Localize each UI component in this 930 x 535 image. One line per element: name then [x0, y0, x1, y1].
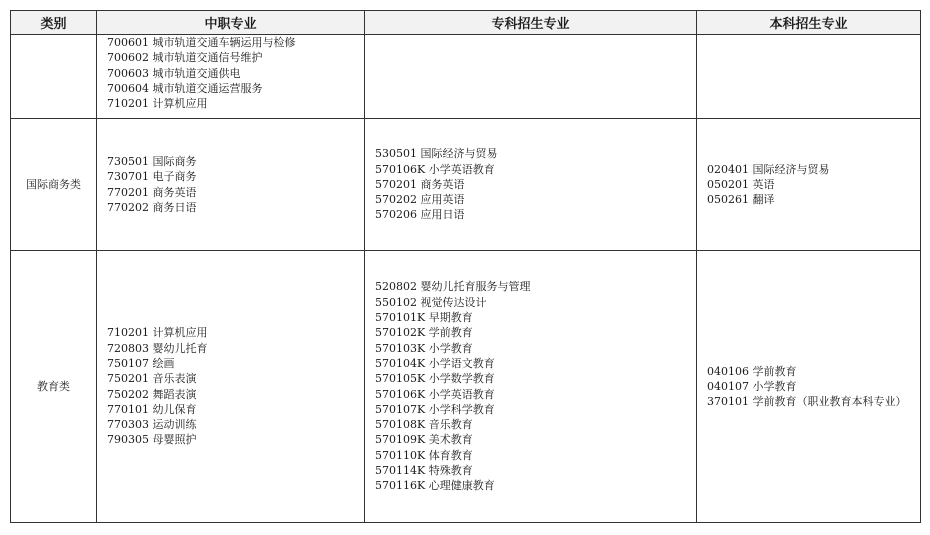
list-item: 570110K 体育教育: [375, 448, 473, 462]
list-item: 570104K 小学语文教育: [375, 356, 495, 370]
list-item: 710201 计算机应用: [107, 97, 208, 111]
list-item: 020401 国际经济与贸易: [707, 162, 830, 176]
benke-cell: [697, 119, 921, 251]
list-item: 700602 城市轨道交通信号维护: [107, 51, 263, 65]
zhongzhi-cell: [97, 251, 365, 523]
list-item: 040107 小学教育: [707, 379, 797, 393]
list-item: 700601 城市轨道交通车辆运用与检修: [107, 36, 296, 49]
zhongzhi-cell: [97, 35, 365, 119]
list-item: 570114K 特殊教育: [375, 463, 473, 477]
list-item: 530501 国际经济与贸易: [375, 147, 498, 161]
benke-cell: [697, 35, 921, 119]
table-row: [11, 35, 921, 119]
list-item: 570106K 小学英语教育: [375, 387, 495, 401]
list-item: 770202 商务日语: [107, 200, 197, 214]
list-item: 040106 学前教育: [707, 364, 797, 378]
list-item: 520802 婴幼儿托育服务与管理: [375, 280, 531, 294]
category-cell: 国际商务类: [11, 119, 97, 251]
header-row: [11, 11, 921, 35]
category-cell: [11, 35, 97, 119]
list-item: 720803 婴幼儿托育: [107, 341, 208, 355]
list-item: 050261 翻译: [707, 193, 775, 207]
list-item: 730701 电子商务: [107, 170, 197, 184]
list-item: 730501 国际商务: [107, 154, 197, 168]
benke-cell: [697, 251, 921, 523]
list-item: 570102K 学前教育: [375, 326, 473, 340]
list-item: 570108K 音乐教育: [375, 418, 473, 432]
list-item: 570201 商务英语: [375, 177, 465, 191]
header-benke: 本科招生专业: [697, 11, 921, 35]
header-zhuanke: 专科招生专业: [365, 11, 697, 35]
list-item: 750202 舞蹈表演: [107, 387, 197, 401]
list-item: 050201 英语: [707, 177, 775, 191]
zhuanke-cell: [365, 251, 697, 523]
zhuanke-cell: [365, 35, 697, 119]
header-category: 类别: [11, 11, 97, 35]
list-item: 570105K 小学数学教育: [375, 372, 495, 386]
zhuanke-cell: [365, 119, 697, 251]
table-row: [11, 251, 921, 523]
list-item: 570202 应用英语: [375, 193, 465, 207]
category-cell: 教育类: [11, 251, 97, 523]
major-table: [10, 10, 921, 523]
zhongzhi-cell: [97, 119, 365, 251]
list-item: 790305 母婴照护: [107, 433, 197, 447]
list-item: 370101 学前教育（职业教育本科专业）: [707, 395, 907, 409]
list-item: 750201 音乐表演: [107, 372, 197, 386]
list-item: 700603 城市轨道交通供电: [107, 66, 241, 80]
list-item: 550102 视觉传达设计: [375, 295, 487, 309]
list-item: 770101 幼儿保育: [107, 402, 197, 416]
list-item: 710201 计算机应用: [107, 326, 208, 340]
list-item: 570101K 早期教育: [375, 311, 473, 325]
list-item: 770201 商务英语: [107, 185, 197, 199]
header-zhongzhi: 中职专业: [97, 11, 365, 35]
list-item: 570109K 美术教育: [375, 433, 473, 447]
list-item: 570107K 小学科学教育: [375, 402, 495, 416]
list-item: 570206 应用日语: [375, 208, 465, 222]
list-item: 570106K 小学英语教育: [375, 162, 495, 176]
list-item: 700604 城市轨道交通运营服务: [107, 81, 263, 95]
list-item: 770303 运动训练: [107, 418, 197, 432]
list-item: 570103K 小学教育: [375, 341, 473, 355]
table-row: [11, 119, 921, 251]
list-item: 750107 绘画: [107, 356, 175, 370]
list-item: 570116K 心理健康教育: [375, 479, 495, 493]
